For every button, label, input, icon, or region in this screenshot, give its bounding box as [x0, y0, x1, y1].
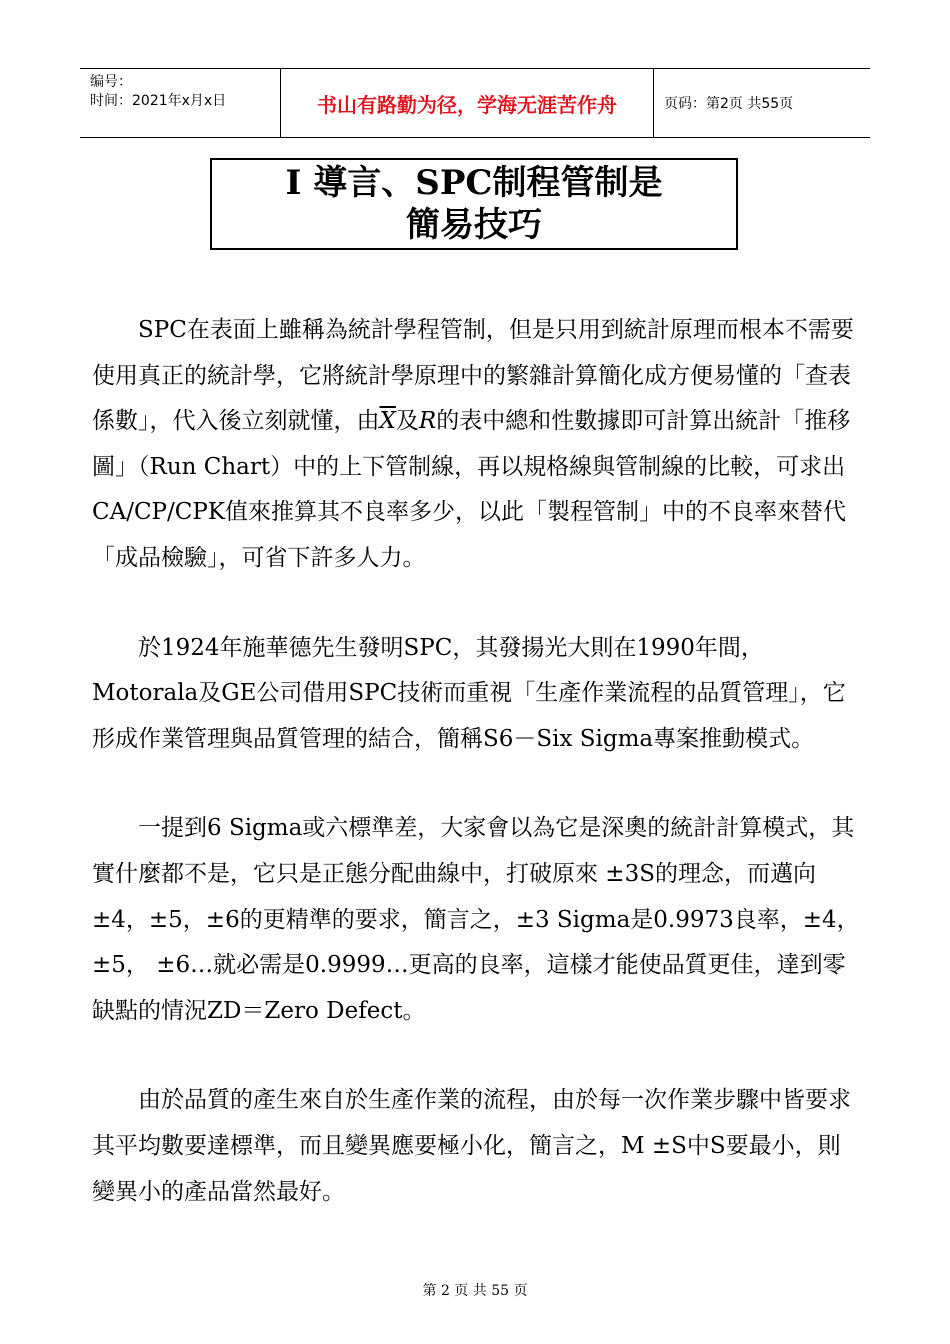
page-footer: 第 2 页 共 55 页 [422, 1283, 528, 1299]
title-line-2: 簡易技巧 [406, 205, 542, 245]
body-text [92, 308, 860, 1259]
paragraph-3: 一提到6 Sigma或六標準差，大家會以為它是深奧的統計計算模式，其實什麼都不是，它只是正態分配曲線中，打破原來 ±3S的理念，而邁向 ±4，±5，±6的更精準的要求，簡言之，±3 Sigma是0.9973良率，±4， ±5， ±6…就必需是0.9999…更高的良率，這樣才能使品質更佳，達到零缺點的情況ZD＝Zero Defect。 [92, 815, 860, 1024]
header-meta [80, 69, 280, 137]
header-page-label: 页码：第2页 共55页 [664, 96, 794, 112]
time-label: 时间：2021年x月x日 [90, 93, 227, 109]
number-label: 编号： [90, 74, 132, 90]
title-box [210, 158, 738, 250]
x-bar-symbol: $\overline{X}$ [379, 408, 396, 435]
paragraph-2: 於1924年施華德先生發明SPC，其發揚光大則在1990年間，Motorala及GE公司借用SPC技術而重視「生產作業流程的品質管理」，它形成作業管理與品質管理的結合，簡稱S6－Six Sigma專案推動模式。 [92, 634, 846, 752]
r-bar-symbol: R [418, 408, 437, 435]
page-header [80, 68, 870, 138]
paragraph-4: 由於品質的產生來自於生產作業的流程，由於每一次作業步驟中皆要求其平均數要達標準，而且變異應要極小化，簡言之，M ±S中S要最小，則變異小的產品當然最好。 [92, 1087, 851, 1205]
header-motto: 书山有路勤为径，学海无涯苦作舟 [280, 69, 654, 137]
paragraph-1 [92, 308, 860, 582]
paragraph-1-part-1: SPC在表面上雖稱為統計學程管制，但是只用到統計原理而根本不需要使用真正的統計學，它將統計學原理中的繁雜計算簡化成方便易懂的「查表係數」，代入後立刻就懂，由 [92, 317, 854, 435]
title-line-1: I 導言、SPC制程管制是 [285, 163, 663, 203]
and-text: 及 [395, 408, 419, 435]
paragraph-1-part-2: 的表中總和性數據即可計算出統計「推移圖」（Run Chart）中的上下管制線，再以規格線與管制線的比較，可求出CA/CP/CPK值來推算其不良率多少，以此「製程管制」中的不良率來替代「成品檢驗」，可省下許多人力。 [92, 408, 851, 571]
